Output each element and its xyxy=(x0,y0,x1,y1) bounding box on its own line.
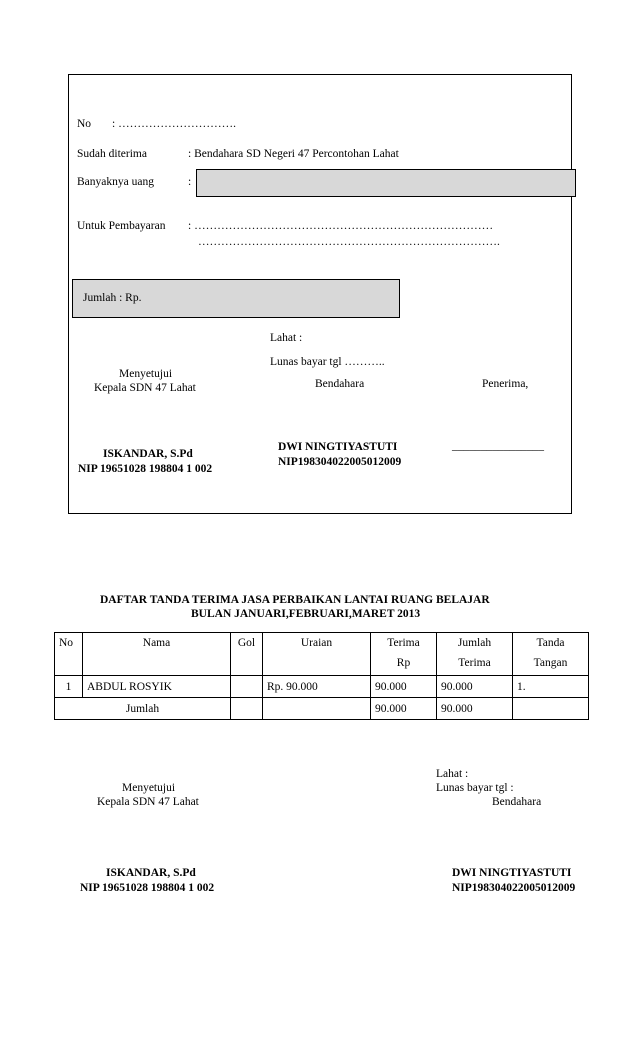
receipt-receiver-title: Penerima, xyxy=(482,378,529,390)
total-terima: 90.000 xyxy=(371,698,437,720)
cell-tanda: 1. xyxy=(513,676,589,698)
header-terima: Terima Rp xyxy=(371,633,437,676)
table-row xyxy=(55,676,589,698)
received-from-label: Sudah diterima xyxy=(77,148,147,160)
footer-treasurer-name: DWI NINGTIYASTUTI xyxy=(452,867,572,879)
cell-terima: 90.000 xyxy=(371,676,437,698)
header-uraian: Uraian xyxy=(263,633,371,676)
receipt-treasurer-name: DWI NINGTIYASTUTI xyxy=(278,441,398,453)
footer-head-name: ISKANDAR, S.Pd xyxy=(106,867,196,879)
footer-place: Lahat : xyxy=(436,768,469,780)
total-jumlah: 90.000 xyxy=(437,698,513,720)
total-gol xyxy=(231,698,263,720)
receipt-place: Lahat : xyxy=(270,332,303,344)
receipt-approve-label: Menyetujui xyxy=(119,368,173,380)
footer-head-title: Kepala SDN 47 Lahat xyxy=(97,796,199,808)
receipt-no-label: No xyxy=(77,118,92,130)
header-name: Nama xyxy=(83,633,231,676)
footer-paid-date: Lunas bayar tgl : xyxy=(436,782,514,794)
receipt-no-value: : …………………………. xyxy=(112,118,236,130)
header-gol: Gol xyxy=(231,633,263,676)
receipt-treasurer-nip: NIP19830402200501200‌9 xyxy=(278,456,402,468)
payment-purpose-line-1: : …………………………………………………………………… xyxy=(188,220,494,232)
footer-treasurer-title: Bendahara xyxy=(492,796,542,808)
header-jumlah: Jumlah Terima xyxy=(437,633,513,676)
total-tanda xyxy=(513,698,589,720)
total-amount-label: Jumlah : Rp. xyxy=(83,292,142,304)
receipt-head-name: ISKANDAR, S.Pd xyxy=(103,448,193,460)
amount-in-words-box xyxy=(196,169,576,197)
receipt-list-table xyxy=(54,632,589,720)
received-from-value: : Bendahara SD Negeri 47 Percontohan Lahat xyxy=(188,148,399,160)
receipt-paid-date: Lunas bayar tgl ……….. xyxy=(270,356,385,368)
total-label: Jumlah xyxy=(55,698,231,720)
list-subtitle: BULAN JANUARI,FEBRUARI,MARET 2013 xyxy=(191,608,421,620)
amount-label: Banyaknya uang xyxy=(77,176,154,188)
receipt-head-title: Kepala SDN 47 Lahat xyxy=(94,382,196,394)
footer-approve-label: Menyetujui xyxy=(122,782,176,794)
table-header-row xyxy=(55,633,589,676)
cell-no: 1 xyxy=(55,676,83,698)
cell-uraian: Rp. 90.000 xyxy=(263,676,371,698)
cell-name: ABDUL ROSYIK xyxy=(83,676,231,698)
header-tanda: Tanda Tangan xyxy=(513,633,589,676)
total-uraian xyxy=(263,698,371,720)
receipt-head-nip: NIP 19651028 198804 1 002 xyxy=(78,463,213,475)
footer-treasurer-nip: NIP198304022005012009 xyxy=(452,882,576,894)
list-title: DAFTAR TANDA TERIMA JASA PERBAIKAN LANTAI RUANG BELAJAR xyxy=(100,594,490,606)
payment-purpose-label: Untuk Pembayaran xyxy=(77,220,166,232)
table-total-row xyxy=(55,698,589,720)
amount-colon: : xyxy=(188,176,192,188)
footer-head-nip: NIP 19651028 198804 1 002 xyxy=(80,882,215,894)
payment-purpose-line-2: ……………………………………………………………………. xyxy=(198,236,500,248)
receiver-signature-line: ________________ xyxy=(452,440,544,452)
cell-jumlah: 90.000 xyxy=(437,676,513,698)
receipt-treasurer-title: Bendahara xyxy=(315,378,365,390)
cell-gol xyxy=(231,676,263,698)
header-no: No xyxy=(55,633,83,676)
